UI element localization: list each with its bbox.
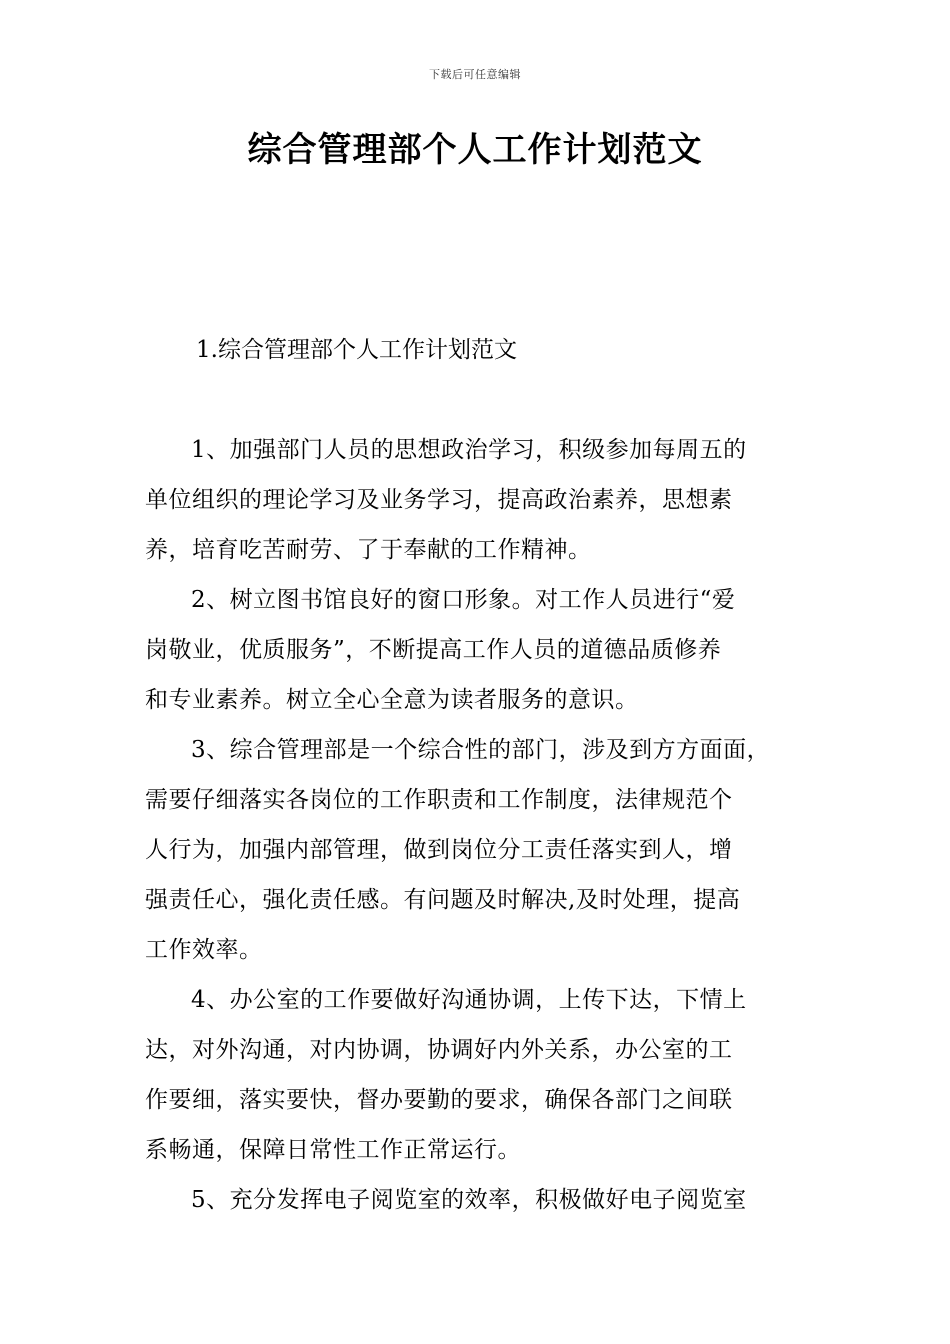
header-note: 下载后可任意编辑: [429, 68, 521, 81]
paragraph-1: [145, 425, 810, 575]
paragraph-line: 岗敬业，优质服务”，不断提高工作人员的道德品质修养: [145, 637, 722, 663]
paragraph-2: [145, 575, 810, 725]
paragraph-line: 和专业素养。树立全心全意为读者服务的意识。: [145, 687, 639, 713]
paragraph-line: 强责任心，强化责任感。有问题及时解决,及时处理，提高: [145, 887, 741, 913]
document-title: 综合管理部个人工作计划范文: [247, 130, 703, 170]
paragraph-line: 3、综合管理部是一个综合性的部门，涉及到方方面面，: [191, 737, 771, 763]
paragraph-line: 养，培育吃苦耐劳、了于奉献的工作精神。: [145, 537, 592, 563]
paragraph-line: 5、充分发挥电子阅览室的效率，积极做好电子阅览室: [191, 1187, 747, 1213]
paragraph-line: 2、树立图书馆良好的窗口形象。对工作人员进行“爱: [191, 587, 736, 613]
paragraph-5: [145, 1175, 810, 1225]
paragraph-3: [145, 725, 810, 975]
paragraph-line: 单位组织的理论学习及业务学习，提高政治素养，思想素: [145, 487, 733, 513]
paragraph-line: 需要仔细落实各岗位的工作职责和工作制度，法律规范个: [145, 787, 733, 813]
paragraph-line: 工作效率。: [145, 937, 263, 963]
paragraph-line: 人行为，加强内部管理，做到岗位分工责任落实到人，增: [145, 837, 733, 863]
paragraph-4: [145, 975, 810, 1175]
paragraph-line: 达，对外沟通，对内协调，协调好内外关系，办公室的工: [145, 1037, 733, 1063]
document-body: [145, 425, 810, 1225]
paragraph-line: 作要细，落实要快，督办要勤的要求，确保各部门之间联: [145, 1087, 733, 1113]
paragraph-line: 1、加强部门人员的思想政治学习，积级参加每周五的: [191, 437, 747, 463]
paragraph-line: 系畅通，保障日常性工作正常运行。: [145, 1137, 521, 1163]
section-heading: 1.综合管理部个人工作计划范文: [196, 337, 517, 363]
paragraph-line: 4、办公室的工作要做好沟通协调，上传下达，下情上: [191, 987, 747, 1013]
